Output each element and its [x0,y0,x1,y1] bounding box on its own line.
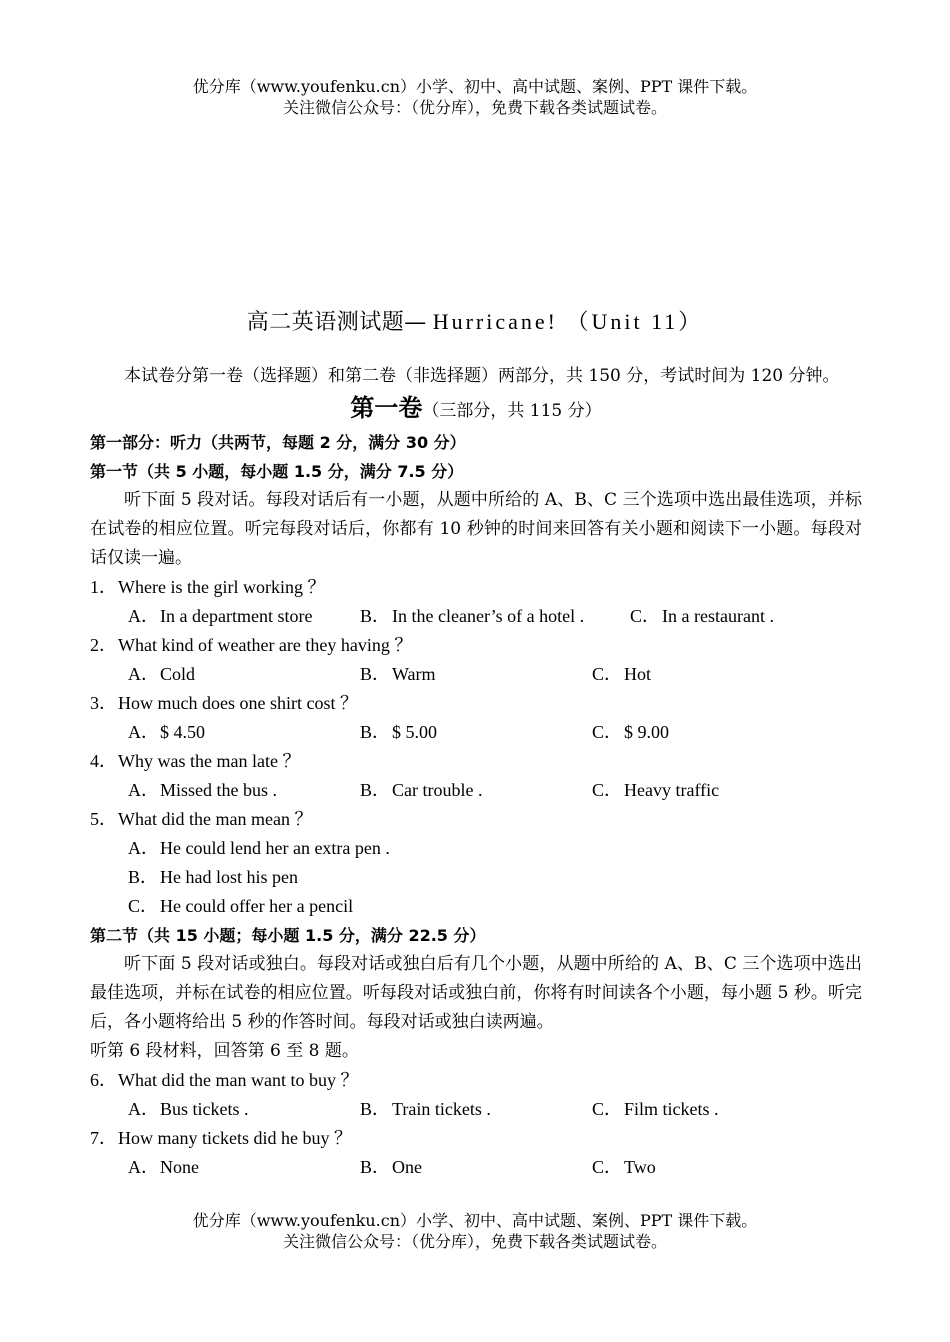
volume-1-title [90,391,862,428]
volume-1-subtitle: （三部分，共 115 分） [422,401,602,421]
options-4 [90,776,862,805]
question-text: What kind of weather are they having ？ [118,635,413,655]
header-banner [0,76,950,118]
option-c: C． $ 9.00 [592,722,669,742]
question-1: 1．Where is the girl working ？ [90,577,326,597]
intro-paragraph: 本试卷分第一卷（选择题）和第二卷（非选择题）两部分，共 150 分，考试时间为 120 分钟。 [124,366,840,386]
option-c: C． Heavy traffic [592,780,720,800]
question-text: What did the man want to buy ？ [118,1070,359,1090]
exam-content [90,362,862,1182]
option-a: A．Bus tickets . [128,1099,249,1119]
option-a: A．$ 4.50 [128,722,205,742]
option-a: A．He could lend her an extra pen . [128,838,390,858]
question-text: Why was the man late ？ [118,751,301,771]
header-line-1: 优分库（www.youfenku.cn）小学、初中、高中试题、案例、PPT 课件下载。 [192,77,758,96]
header-line-2: 关注微信公众号：（优分库），免费下载各类试题试卷。 [282,98,667,117]
options-1 [90,602,862,631]
option-a: A．Missed the bus . [128,780,277,800]
document-title [0,305,950,336]
option-b: B． Car trouble . [360,780,483,800]
title-english: Hurricane! （Unit 11） [432,309,704,334]
option-c: C． In a restaurant . [630,606,774,626]
section-1-instructions: 听下面 5 段对话。每段对话后有一小题，从题中所给的 A、B、C 三个选项中选出最佳选项，并标在试卷的相应位置。听完每段对话后，你都有 10 秒钟的时间来回答有关小题和阅读下一小题。每段对话仅读一遍。 [90,490,862,568]
footer-banner [0,1210,950,1252]
question-text: How much does one shirt cost ？ [118,693,358,713]
option-a: A．None [128,1157,199,1177]
section-2-instructions: 听下面 5 段对话或独白。每段对话或独白后有几个小题，从题中所给的 A、B、C 三个选项中选出最佳选项，并标在试卷的相应位置。听每段对话或独白前，你将有时间读各个小题，每小题 5 秒。听完后，各小题将给出 5 秒的作答时间。每段对话或独白读两遍。 [90,954,862,1032]
option-b: B． Train tickets . [360,1099,491,1119]
options-7 [90,1153,862,1182]
question-text: How many tickets did he buy ？ [118,1128,352,1148]
option-b: B． One [360,1157,422,1177]
option-b: B． Warm [360,664,436,684]
title-chinese: 高二英语测试题— [246,310,427,335]
footer-line-2: 关注微信公众号：（优分库），免费下载各类试题试卷。 [282,1232,667,1251]
section-2-heading: 第二节（共 15 小题；每小题 1.5 分，满分 22.5 分） [90,926,486,945]
option-c: C． He could offer her a pencil [128,896,354,916]
options-6 [90,1095,862,1124]
volume-1-label: 第一卷 [350,393,423,422]
material-6-note: 听第 6 段材料，回答第 6 至 8 题。 [90,1041,359,1061]
option-a: A．Cold [128,664,196,684]
options-5 [90,834,862,921]
option-c: C． Hot [592,664,651,684]
footer-line-1: 优分库（www.youfenku.cn）小学、初中、高中试题、案例、PPT 课件下载。 [192,1211,758,1230]
question-4: 4．Why was the man late ？ [90,751,301,771]
option-b: B． He had lost his pen [128,867,298,887]
question-7: 7．How many tickets did he buy ？ [90,1128,352,1148]
option-b: B． In the cleaner’s of a hotel . [360,606,585,626]
option-a: A．In a department store [128,606,313,626]
question-6: 6．What did the man want to buy ？ [90,1070,359,1090]
question-text: Where is the girl working ？ [118,577,326,597]
options-2 [90,660,862,689]
question-3: 3．How much does one shirt cost ？ [90,693,358,713]
question-text: What did the man mean ？ [118,809,313,829]
option-c: C． Film tickets . [592,1099,719,1119]
option-c: C． Two [592,1157,656,1177]
question-2: 2．What kind of weather are they having ？ [90,635,413,655]
options-3 [90,718,862,747]
part-1-heading: 第一部分：听力（共两节，每题 2 分，满分 30 分） [90,433,466,452]
option-b: B． $ 5.00 [360,722,437,742]
question-5: 5．What did the man mean ？ [90,809,313,829]
section-1-heading: 第一节（共 5 小题，每小题 1.5 分，满分 7.5 分） [90,462,464,481]
